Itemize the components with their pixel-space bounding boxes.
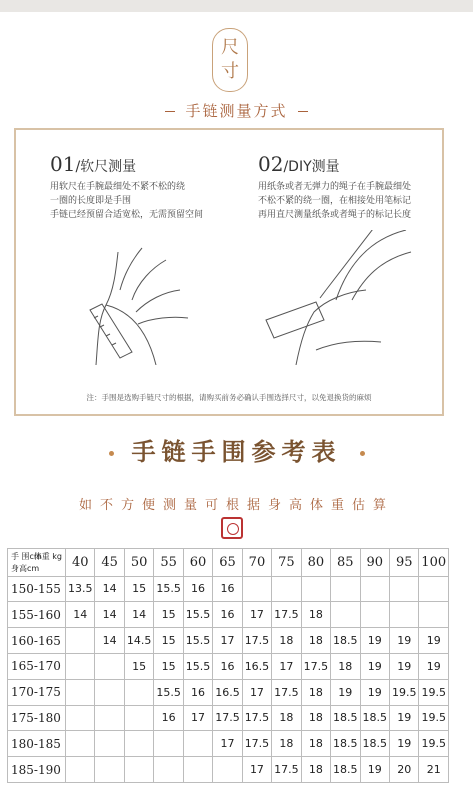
weight-header: 40 — [66, 549, 95, 577]
seal-icon — [221, 517, 243, 539]
table-cell: 18.5 — [331, 628, 360, 654]
table-cell: 17.5 — [272, 757, 301, 783]
table-cell — [272, 576, 301, 602]
table-cell: 14 — [95, 628, 124, 654]
table-cell: 19 — [360, 628, 389, 654]
table-cell — [95, 653, 124, 679]
table-row — [8, 576, 449, 602]
table-cell: 17 — [242, 602, 271, 628]
corner-height-label: 身高cm — [11, 563, 40, 573]
table-cell: 17 — [242, 679, 271, 705]
table-cell: 15.5 — [183, 628, 212, 654]
weight-header: 75 — [272, 549, 301, 577]
table-cell: 18 — [301, 602, 330, 628]
table-cell — [389, 576, 418, 602]
note-text: 注：手围是选购手链尺寸的根据，请购买前务必确认手围选择尺寸，以免退换货的麻烦 — [86, 393, 372, 402]
table-cell: 15.5 — [183, 653, 212, 679]
height-header: 170-175 — [8, 679, 66, 705]
table-cell: 13.5 — [66, 576, 95, 602]
desc-line: 用纸条或者无弹力的绳子在手腕最细处 — [258, 182, 412, 192]
weight-header: 90 — [360, 549, 389, 577]
table-cell: 17.5 — [213, 705, 242, 731]
height-header: 155-160 — [8, 602, 66, 628]
measurement-frame — [14, 128, 444, 416]
table-cell: 17 — [272, 653, 301, 679]
table-cell: 19 — [389, 705, 418, 731]
table-cell: 19 — [419, 653, 449, 679]
section-title — [0, 100, 473, 121]
table-cell: 19 — [360, 757, 389, 783]
method-title: /软尺测量 — [75, 159, 137, 175]
table-cell — [124, 757, 153, 783]
table-cell: 17 — [183, 705, 212, 731]
table-row — [8, 757, 449, 783]
table-cell — [95, 731, 124, 757]
table-cell: 17.5 — [301, 653, 330, 679]
table-cell — [419, 602, 449, 628]
table-cell — [66, 653, 95, 679]
weight-header: 45 — [95, 549, 124, 577]
subtitle: 如不方便测量可根据身高体重估算 — [78, 498, 394, 513]
chart-title — [0, 432, 473, 467]
table-cell — [95, 705, 124, 731]
table-cell: 19.5 — [419, 731, 449, 757]
table-cell: 18 — [301, 731, 330, 757]
table-cell: 18.5 — [331, 731, 360, 757]
table-cell: 15.5 — [154, 576, 183, 602]
table-cell: 19.5 — [419, 705, 449, 731]
table-cell: 19 — [389, 653, 418, 679]
table-cell: 15.5 — [183, 602, 212, 628]
table-cell: 19.5 — [389, 679, 418, 705]
table-cell — [66, 628, 95, 654]
table-header-row — [8, 549, 449, 577]
table-cell: 17 — [213, 731, 242, 757]
table-cell: 17 — [242, 757, 271, 783]
badge-char-2: 寸 — [221, 61, 239, 82]
height-header: 160-165 — [8, 628, 66, 654]
table-cell: 17.5 — [272, 602, 301, 628]
table-cell — [389, 602, 418, 628]
table-cell: 18 — [301, 679, 330, 705]
top-bar — [0, 0, 473, 12]
table-cell — [124, 679, 153, 705]
method-heading — [50, 152, 250, 176]
table-cell: 16 — [183, 679, 212, 705]
table-cell — [213, 757, 242, 783]
table-cell — [124, 731, 153, 757]
method-number: 01 — [50, 152, 76, 176]
table-cell: 19.5 — [419, 679, 449, 705]
table-cell: 17.5 — [242, 705, 271, 731]
table-cell: 18.5 — [360, 731, 389, 757]
weight-header: 70 — [242, 549, 271, 577]
table-cell: 17 — [213, 628, 242, 654]
table-cell: 19 — [360, 653, 389, 679]
table-cell — [66, 705, 95, 731]
table-cell: 21 — [419, 757, 449, 783]
table-cell: 15 — [124, 653, 153, 679]
table-cell — [154, 731, 183, 757]
table-cell: 17.5 — [242, 628, 271, 654]
table-row — [8, 679, 449, 705]
table-cell — [183, 757, 212, 783]
table-cell: 18 — [301, 628, 330, 654]
table-row — [8, 628, 449, 654]
table-cell — [154, 757, 183, 783]
table-cell: 19 — [389, 628, 418, 654]
table-cell — [331, 602, 360, 628]
table-cell: 16.5 — [213, 679, 242, 705]
table-cell: 18 — [301, 705, 330, 731]
hand-ruler-illustration — [76, 230, 196, 365]
table-cell — [66, 679, 95, 705]
size-badge — [212, 28, 248, 92]
table-cell: 19 — [389, 731, 418, 757]
method-soft-ruler — [50, 152, 250, 222]
section-title-text: 手链测量方式 — [185, 102, 288, 120]
table-cell — [360, 576, 389, 602]
table-cell: 19 — [419, 628, 449, 654]
table-cell: 16 — [154, 705, 183, 731]
table-corner — [8, 549, 66, 577]
table-row — [8, 731, 449, 757]
table-cell: 18.5 — [331, 757, 360, 783]
table-cell — [95, 757, 124, 783]
weight-header: 95 — [389, 549, 418, 577]
dash-right — [298, 111, 308, 112]
table-cell: 18.5 — [331, 705, 360, 731]
weight-header: 60 — [183, 549, 212, 577]
table-cell — [66, 731, 95, 757]
table-cell: 20 — [389, 757, 418, 783]
weight-header: 85 — [331, 549, 360, 577]
weight-header: 80 — [301, 549, 330, 577]
height-header: 185-190 — [8, 757, 66, 783]
table-cell: 15.5 — [154, 679, 183, 705]
table-cell: 17.5 — [272, 679, 301, 705]
table-cell: 16 — [213, 653, 242, 679]
desc-line: 一圈的长度即是手围 — [50, 196, 132, 206]
badge-char-1: 尺 — [221, 37, 239, 58]
table-cell: 15 — [154, 628, 183, 654]
table-cell — [360, 602, 389, 628]
weight-header: 65 — [213, 549, 242, 577]
height-header: 175-180 — [8, 705, 66, 731]
height-header: 150-155 — [8, 576, 66, 602]
table-cell: 14 — [95, 576, 124, 602]
table-cell: 16 — [183, 576, 212, 602]
desc-line: 不松不紧的绕一圈，在相接处用笔标记 — [258, 196, 412, 206]
weight-header: 100 — [419, 549, 449, 577]
method-diy — [258, 152, 458, 222]
table-row — [8, 602, 449, 628]
height-header: 180-185 — [8, 731, 66, 757]
table-cell: 18 — [272, 731, 301, 757]
table-cell — [66, 757, 95, 783]
dot-right — [360, 451, 365, 456]
table-cell: 18.5 — [360, 705, 389, 731]
method-title: /DIY测量 — [283, 159, 340, 175]
method-description — [258, 180, 458, 222]
table-cell: 17.5 — [242, 731, 271, 757]
dash-left — [165, 111, 175, 112]
table-cell: 15 — [154, 602, 183, 628]
table-cell — [242, 576, 271, 602]
table-cell: 14 — [124, 602, 153, 628]
table-cell: 18 — [331, 653, 360, 679]
desc-line: 用软尺在手腕最细处不紧不松的绕 — [50, 182, 186, 192]
table-cell: 14 — [95, 602, 124, 628]
weight-header: 50 — [124, 549, 153, 577]
method-heading — [258, 152, 458, 176]
dot-left — [109, 451, 114, 456]
table-cell: 16.5 — [242, 653, 271, 679]
method-description — [50, 180, 250, 222]
hand-paper-illustration — [256, 230, 416, 365]
table-cell: 16 — [213, 602, 242, 628]
corner-wrist-label: 手 围cm — [11, 552, 42, 561]
table-cell: 14 — [66, 602, 95, 628]
table-cell — [124, 705, 153, 731]
desc-line: 手链已经预留合适宽松，无需预留空间 — [50, 210, 204, 220]
table-cell — [419, 576, 449, 602]
chart-title-text: 手链手围参考表 — [131, 437, 342, 466]
desc-line: 再用直尺测量纸条或者绳子的标记长度 — [258, 210, 412, 220]
table-cell: 19 — [360, 679, 389, 705]
table-cell — [95, 679, 124, 705]
table-cell: 15 — [124, 576, 153, 602]
table-cell: 19 — [331, 679, 360, 705]
weight-header: 55 — [154, 549, 183, 577]
height-header: 165-170 — [8, 653, 66, 679]
table-row — [8, 653, 449, 679]
table-cell: 18 — [272, 628, 301, 654]
corner-weight-label: 体重 kg — [33, 552, 62, 561]
table-cell — [301, 576, 330, 602]
table-cell: 15 — [154, 653, 183, 679]
table-cell: 16 — [213, 576, 242, 602]
table-row — [8, 705, 449, 731]
table-cell: 14.5 — [124, 628, 153, 654]
table-cell: 18 — [272, 705, 301, 731]
table-cell — [183, 731, 212, 757]
table-cell — [331, 576, 360, 602]
size-table — [7, 548, 449, 783]
method-number: 02 — [258, 152, 284, 176]
table-cell: 18 — [301, 757, 330, 783]
